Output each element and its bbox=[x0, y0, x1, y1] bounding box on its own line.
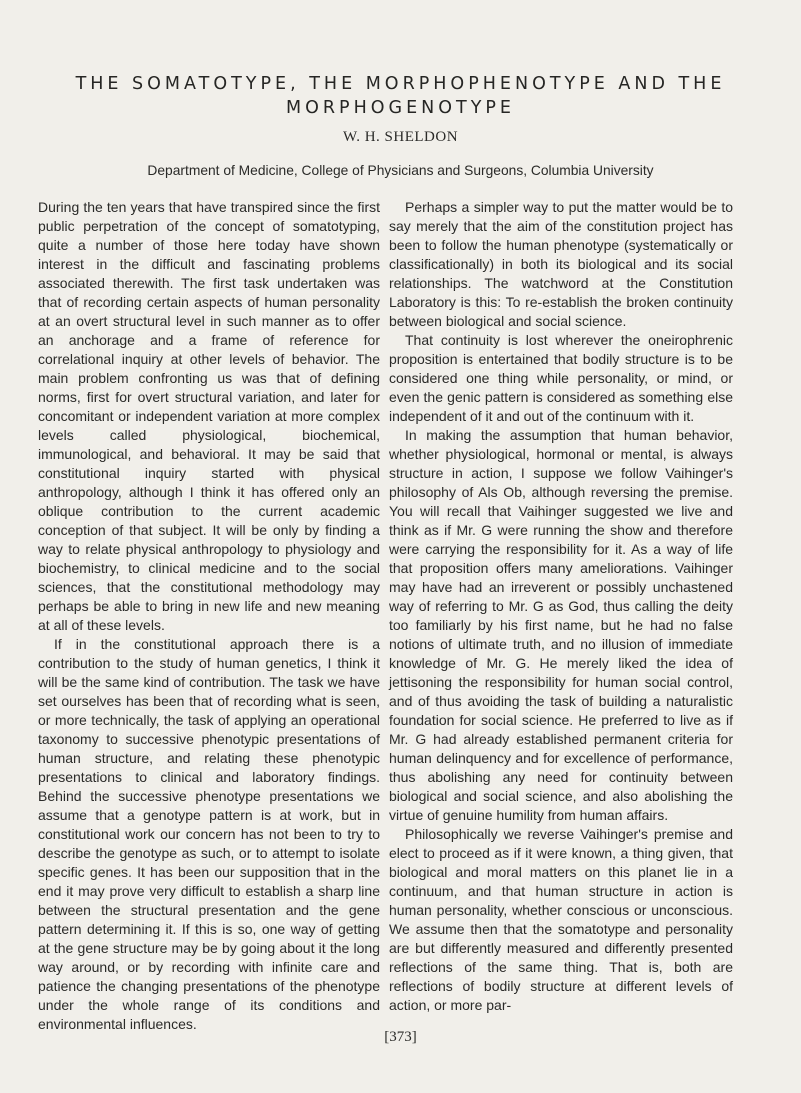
author-name: W. H. SHELDON bbox=[342, 129, 459, 145]
paragraph: During the ten years that have transpired since the first public perpetration of the concept of somatotyping, quite a number of those here today have shown interest in the difficult and fascinating problems associated therewith. The first task undertaken was that of recording certain aspects of human personality at an overt structural level in such manner as to offer an anchorage and a frame of reference for correlational inquiry at other levels of behavior. The main problem confronting us was that of defining norms, first for overt structural variation, and later for concomitant or independent variation at more complex levels called physiological, biochemical, immunological, and behavioral. It may be said that constitutional inquiry started with physical anthropology, although I think it has offered only an oblique contribution to the current academic conception of that subject. It will be only by finding a way to relate physical anthropology to physiology and biochemistry, to clinical medicine and to the social sciences, that the constitutional methodology may perhaps be able to bring in new life and new meaning at all of these levels. bbox=[38, 199, 380, 633]
left-column bbox=[38, 198, 380, 1034]
article-title bbox=[40, 72, 761, 120]
paragraph: Philosophically we reverse Vaihinger's premise and elect to proceed as if it were known, a thing given, that biological and moral matters on this planet lie in a continuum, and that human structure in action is human personality, whether conscious or unconscious. We assume then that the somatotype and personality are but differently measured and differently presented reflections of the same thing. That is, both are reflections of bodily structure at different levels of action, or more par- bbox=[389, 826, 733, 1013]
title-line-1: THE SOMATOTYPE, THE MORPHOPHENOTYPE AND THE bbox=[75, 74, 726, 94]
page-number: [373] bbox=[384, 1029, 417, 1045]
title-line-2: MORPHOGENOTYPE bbox=[286, 98, 515, 118]
right-column bbox=[389, 198, 733, 1015]
paragraph: If in the constitutional approach there is a contribution to the study of human genetics, I think it will be the same kind of contribution. The task we have set ourselves has been that of recording what is seen, or more technically, the task of applying an operational taxonomy to successive phenotypic presentations of human structure, and relating these phenotypic presentations to clinical and laboratory findings. Behind the successive phenotype presentations we assume that a genotype pattern is at work, but in constitutional work our concern has not been to try to describe the genotype as such, or to attempt to isolate specific genes. It has been our supposition that in the end it may prove very difficult to establish a sharp line between the structural presentation and the gene pattern determining it. If this is so, one way of getting at the gene structure may be by going about it the long way around, or by recording with infinite care and patience the changing presentations of the phenotype under the whole range of its conditions and environmental influences. bbox=[38, 636, 380, 1032]
paragraph: Perhaps a simpler way to put the matter would be to say merely that the aim of the constitution project has been to follow the human phenotype (systematically or classificationally) in both its biological and its social relationships. The watchword at the Constitution Laboratory is this: To re-establish the broken continuity between biological and social science. bbox=[389, 199, 733, 329]
paragraph: In making the assumption that human behavior, whether physiological, hormonal or mental, is always structure in action, I suppose we follow Vaihinger's philosophy of Als Ob, although reversing the premise. You will recall that Vaihinger suggested we live and think as if Mr. G were running the show and therefore were carrying the responsibility for it. As a way of life that proposition offers many ameliorations. Vaihinger may have had an irreverent or possibly unchastened way of referring to Mr. G as God, thus calling the deity too familiarly by his first name, but he had no false notions of ultimate truth, and no illusion of immediate knowledge of Mr. G. He merely liked the idea of jettisoning the responsibility for human social control, and of thus avoiding the task of building a naturalistic foundation for social science. He preferred to live as if Mr. G had already established permanent criteria for human delinquency and for excellence of performance, thus abolishing any need for continuity between biological and social science, and also abolishing the virtue of genuine humility from human affairs. bbox=[389, 427, 733, 823]
author-affiliation: Department of Medicine, College of Physicians and Surgeons, Columbia University bbox=[147, 163, 654, 178]
paragraph: That continuity is lost wherever the oneirophrenic proposition is entertained that bodily structure is to be considered one thing while personality, or mind, or even the genic pattern is considered as something else independent of it and out of the continuum with it. bbox=[389, 332, 733, 424]
